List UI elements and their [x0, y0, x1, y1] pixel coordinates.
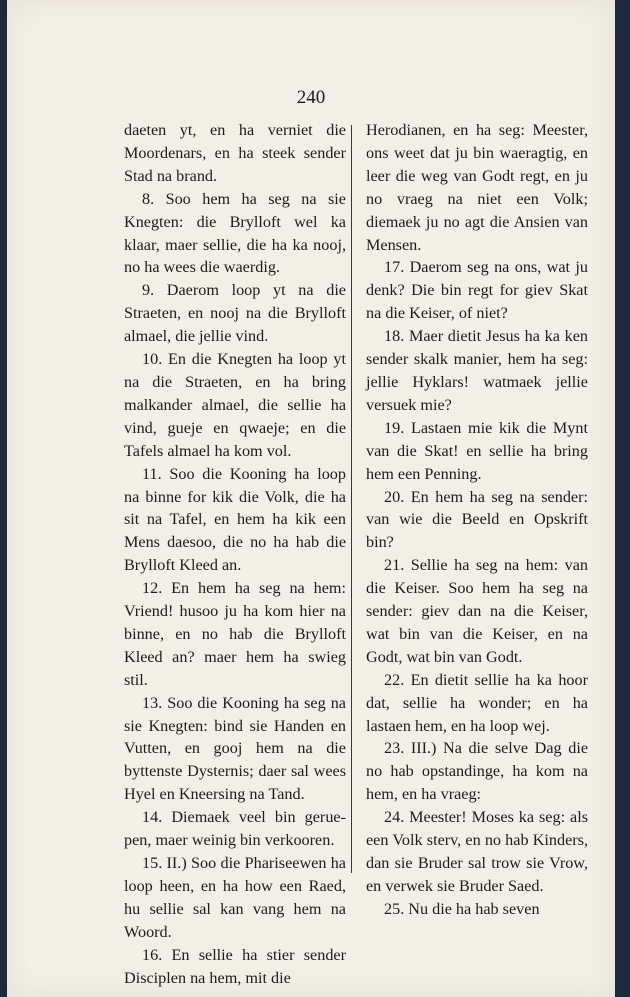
verse-paragraph: 16. En sellie ha stier sender Disciplen na hem, mit die: [124, 945, 346, 987]
continuation-paragraph: daeten yt, en ha verniet die Moordenars, en ha steek sender Stad na brand.: [124, 121, 346, 185]
verse-paragraph: 24. Meester! Moses ka seg: als een Volk sterv, en no hab Kinders, dan sie Bruder sal trow sie Vrow, en verwek sie Bruder Saed.: [366, 808, 588, 895]
verse-paragraph: 8. Soo hem ha seg na sie Knegten: die Brylloft wel ka klaar, maer sellie, die ha ka nooj, no ha wees die waerdig.: [124, 189, 346, 277]
column-divider: [351, 125, 352, 873]
verse-paragraph: 25. Nu die ha hab seven: [384, 899, 540, 918]
verse-paragraph: 17. Daerom seg na ons, wat ju denk? Die bin regt for giev Skat na die Keiser, of niet?: [366, 258, 588, 323]
right-column: [366, 119, 588, 921]
left-column: [124, 119, 346, 989]
verse-paragraph: 11. Soo die Kooning ha loop na binne for kik die Volk, die ha sit na Tafel, en hem ha kik een Mens daesoo, die no ha hab die Brylloft Kleed an.: [124, 464, 346, 575]
verse-paragraph: 19. Lastaen mie kik die Mynt van die Skat! en sellie ha bring hem een Penning.: [366, 418, 588, 483]
verse-paragraph: 18. Maer dietit Jesus ha ka ken sender skalk manier, hem ha seg: jellie Hyklars! watmaek jellie versuek mie?: [366, 327, 588, 414]
verse-paragraph: 10. En die Knegten ha loop yt na die Straeten, en ha bring malkander almael, die sellie ha vind, gueje en qwaeje; en die Tafels almael ha kom vol.: [124, 350, 346, 460]
verse-paragraph: 9. Daerom loop yt na die Straeten, en nooj na die Brylloft almael, die jellie vind.: [124, 281, 346, 346]
verse-paragraph: 23. III.) Na die selve Dag die no hab opstandinge, ha kom na hem, en ha vraeg:: [366, 739, 588, 804]
verse-paragraph: 22. En dietit sellie ha ka hoor dat, sellie ha wonder; en ha lastaen hem, en ha loop wej.: [366, 670, 588, 735]
verse-paragraph: 12. En hem ha seg na hem: Vriend! husoo ju ha kom hier na binne, en no hab die Brylloft Kleed an? maer hem ha swieg stil.: [124, 579, 346, 689]
book-page: [7, 0, 615, 997]
verse-paragraph: 14. Diemaek veel bin geruepen, maer weinig bin verkooren.: [124, 808, 346, 850]
continuation-paragraph: Herodianen, en ha seg: Meester, ons weet dat ju bin waeragtig, en leer die weg van Godt regt, en ju no vraeg na niet een Volk; diemaek ju no agt die Ansien van Mensen.: [366, 121, 588, 254]
verse-paragraph: 15. II.) Soo die Phariseewen ha loop heen, en ha how een Raed, hu sellie sal kan vang hem na Woord.: [124, 854, 346, 941]
verse-paragraph: 20. En hem ha seg na sender: van wie die Beeld en Opskrift bin?: [366, 487, 588, 552]
page-number: 240: [296, 87, 326, 108]
verse-paragraph: 21. Sellie ha seg na hem: van die Keiser. Soo hem ha seg na sender: giev dan na die Keiser, wat bin van die Keiser, en na Godt, wat bin van Godt.: [366, 556, 588, 666]
verse-paragraph: 13. Soo die Kooning ha seg na sie Knegten: bind sie Handen en Vutten, en gooj hem na die byttenste Dysternis; daer sal wees Hyel en Kneersing na Tand.: [124, 693, 346, 804]
